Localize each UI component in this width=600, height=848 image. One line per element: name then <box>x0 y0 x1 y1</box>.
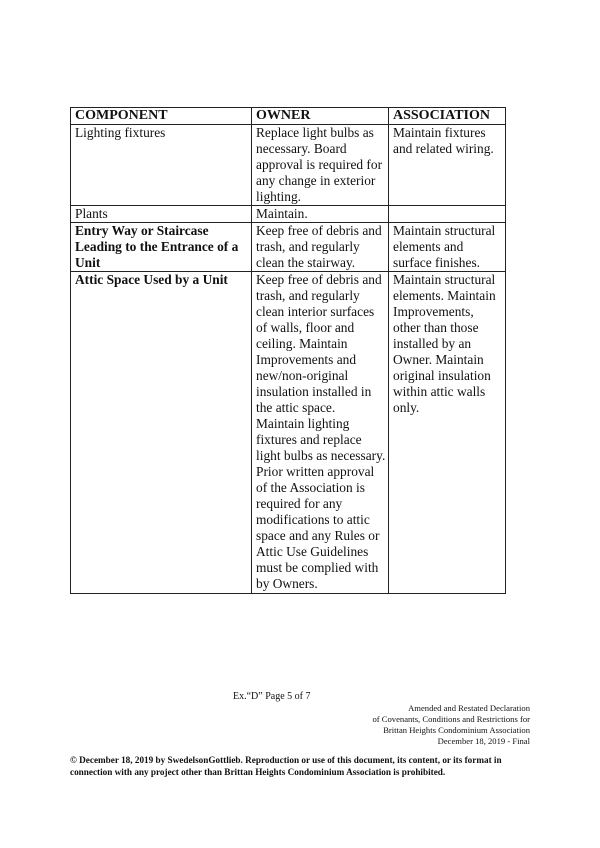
declaration-line: Amended and Restated Declaration <box>408 703 530 713</box>
header-association: ASSOCIATION <box>389 108 506 125</box>
cell-association <box>389 206 506 223</box>
cell-association: Maintain fixtures and related wiring. <box>389 125 506 206</box>
declaration-line: December 18, 2019 - Final <box>437 736 530 746</box>
cell-owner: Keep free of debris and trash, and regularly clean interior surfaces of walls, floor and ceiling. Maintain Improvements and new/non-original insulation installed in the attic space. Maintain lighting fixtures and replace light bulbs as necessary. Prior written approval of the Association is required for any modifications to attic space and any Rules or Attic Use Guidelines must be complied with by Owners. <box>252 272 389 594</box>
cell-owner: Maintain. <box>252 206 389 223</box>
table-row <box>71 223 506 272</box>
cell-owner: Keep free of debris and trash, and regularly clean the stairway. <box>252 223 389 272</box>
maintenance-responsibility-table <box>70 107 506 594</box>
table-row <box>71 272 506 594</box>
cell-association: Maintain structural elements. Maintain Improvements, other than those installed by an Owner. Maintain original insulation within attic walls only. <box>389 272 506 594</box>
copyright-notice: © December 18, 2019 by SwedelsonGottlieb. Reproduction or use of this document, its content, or its format in connection with any project other than Brittan Heights Condominium Association is prohibited. <box>70 755 502 777</box>
cell-association: Maintain structural elements and surface finishes. <box>389 223 506 272</box>
table-header-row <box>71 108 506 125</box>
table-row <box>71 125 506 206</box>
declaration-footer <box>372 703 530 747</box>
declaration-line: Brittan Heights Condominium Association <box>383 725 530 735</box>
cell-component: Entry Way or Staircase Leading to the Entrance of a Unit <box>71 223 252 272</box>
page-number: Ex.“D” Page 5 of 7 <box>233 691 311 702</box>
cell-component: Attic Space Used by a Unit <box>71 272 252 594</box>
cell-component: Plants <box>71 206 252 223</box>
declaration-line: of Covenants, Conditions and Restrictions for <box>372 714 530 724</box>
cell-owner: Replace light bulbs as necessary. Board approval is required for any change in exterior lighting. <box>252 125 389 206</box>
header-owner: OWNER <box>252 108 389 125</box>
cell-component: Lighting fixtures <box>71 125 252 206</box>
table-row <box>71 206 506 223</box>
header-component: COMPONENT <box>71 108 252 125</box>
